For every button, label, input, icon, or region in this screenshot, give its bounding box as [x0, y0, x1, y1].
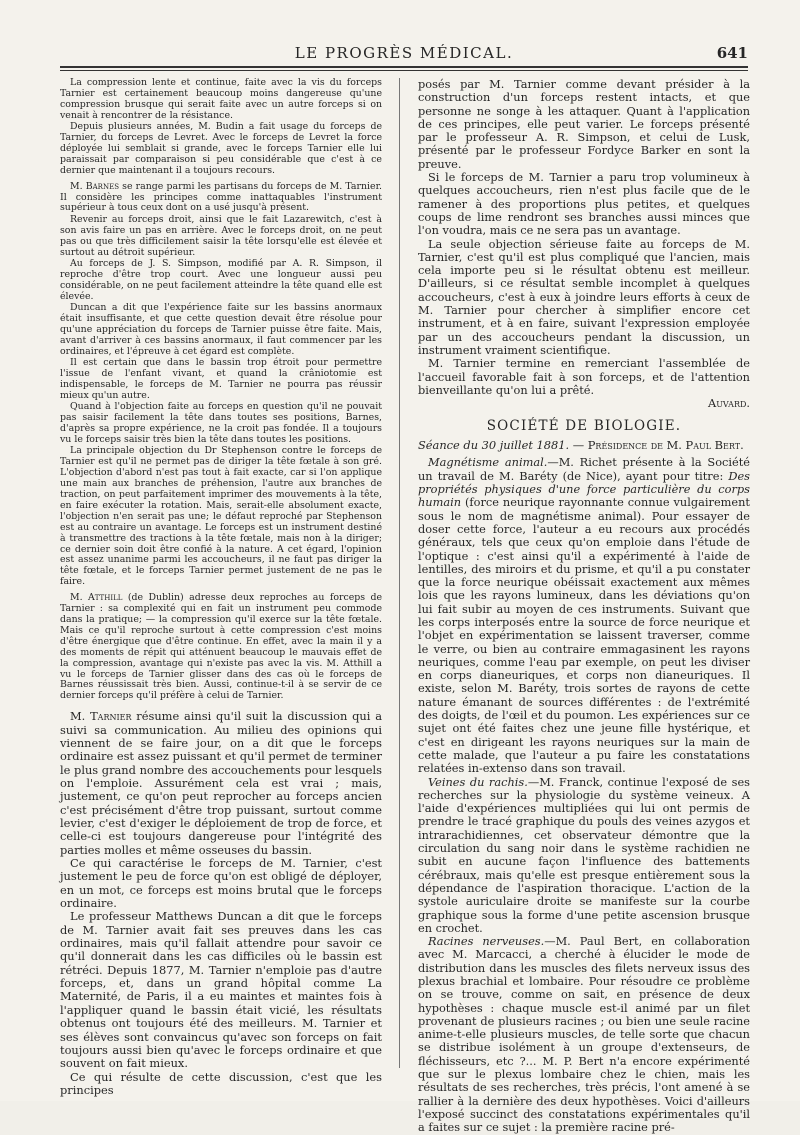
report-title: Magnétisme animal. — [428, 455, 548, 470]
paragraph — [418, 776, 750, 936]
speaker-name: M. Barnes — [70, 180, 119, 192]
paragraph — [418, 935, 750, 1134]
author-signature: Auvard. — [708, 396, 750, 411]
paragraph: posés par M. Tarnier comme devant présider à la construction d'un forceps restent intacts, et que personne ne songe à les attaquer. Quant à l'application de ces principes, elle peut varier. Le forceps présenté par le professeur A. R. Simpson, et celui de Lusk, présenté par le professeur Fordyce Barker en sont la preuve. — [418, 77, 750, 171]
paragraph: Si le forceps de M. Tarnier a paru trop volumineux à quelques accoucheurs, rien n'est plus facile que de le ramener à des proportions plus petites, et quelques coups de lime rendront ses branches aussi minces que l'on voudra, mais ce ne sera pas un avantage. — [418, 170, 750, 238]
column-divider — [399, 78, 400, 1068]
paragraph-text: —M. Richet présente à la Société un travail de M. Baréty (de Nice), ayant pour titre: — [418, 455, 750, 483]
paragraph — [60, 593, 382, 702]
paragraph-text: (force neurique rayonnante connue vulgairement sous le nom de magnétisme animal). Pour essayer de doser cette force, l'auteur a eu recours aux procédés généraux, tels que ceux qu'on emploie dans l'étude de l'optique : c'est ainsi qu'il a expérimenté à l'aide de lentilles, des miroirs et du prisme, et qu'il a pu constater que la force neurique obéissait exactement aux mêmes lois que les rayons lumineux, dans les déviations qu'on lui fait subir au moyen de ces instruments. Suivant que les corps interposés entre la source de force neurique et l'objet en expérimentation se laissent traverser, comme le verre, ou bien au contraire emmagasinent les rayons neuriques, comme l'eau par exemple, on peut les diviser en corps dianeuriques, et corps non dianeuriques. Il existe, selon M. Baréty, trois sortes de rayons de cette nature émanant de sources différentes : de l'extrémité des doigts, de l'œil et du poumon. Les expériences sur ce sujet ont été faites chez une jeune fille hystérique, et c'est en dirigeant les rayons neuriques sur la main de cette malade, que l'auteur a pu faire les constatations relatées in-extenso dans son travail. — [418, 495, 750, 776]
journal-title: LE PROGRÈS MÉDICAL. — [294, 44, 514, 62]
paragraph: Depuis plusieurs années, M. Budin a fait usage du forceps de Tarnier, du forceps de Levret. Avec le forceps de Levret la force déployée lui semblait si grande, avec le forceps Tarnier elle lui paraissait par comparaison si peu considérable que c'est à ce dernier que maintenant il a toujours recours. — [60, 121, 382, 176]
session-date: Séance du 30 juillet 1881. — [418, 438, 570, 453]
conclusion-continued — [418, 78, 750, 410]
paragraph-text: (de Dublin) adresse deux reproches au forceps de Tarnier : sa complexité qui en fait un instrument peu commode dans la pratique; — la compression qu'il exerce sur la tête fœtale. Mais ce qu'il reproche surtout à cette compression c'est moins d'être énergique que d'être continue. En effet, avec la main il y a des moments de répit qui atténuent beaucoup le mauvais effet de la compression, avantage qui n'existe pas avec la vis. M. Atthill a vu le forceps de Tarnier glisser dans des cas où le forceps de Barnes réussissait très bien. Aussi, continue-t-il à se servir de ce dernier forceps qu'il préfère à celui de Tarnier. — [60, 592, 383, 702]
report-title: Racines nerveuses. — [428, 934, 545, 949]
discussion-small-print — [60, 78, 382, 702]
running-header — [60, 44, 748, 66]
paragraph: La seule objection sérieuse faite au forceps de M. Tarnier, c'est qu'il est plus compliqué que l'ancien, mais cela importe peu si le résultat obtenu est meilleur. D'ailleurs, si ce résultat semble incomplet à quelques accoucheurs, c'est à eux à joindre leurs efforts à ceux de M. Tarnier pour chercher à simplifier encore cet instrument, et à en faire, suivant l'expression employée par un des accoucheurs pendant la discussion, un instrument vraiment scientifique. — [418, 236, 750, 357]
paragraph — [418, 456, 750, 775]
paragraph: M. Tarnier termine en remerciant l'assemblée de l'accueil favorable fait à son forceps, et de l'attention bienveillante qu'on lui a prêté. — [418, 356, 750, 397]
speaker-name: M. Atthill — [70, 592, 123, 604]
right-column — [418, 77, 751, 1135]
paragraph-text: résume ainsi qu'il suit la discussion qui a suivi sa communication. Au milieu des opinions qui viennent de se faire jour, on a dit que le forceps ordinaire est assez puissant et qu'il permet de terminer le plus grand nombre des accouchements pour lesquels on l'emploie. Assurément cela est vrai ; mais, justement, ce qu'on peut reprocher au forceps ancien c'est précisément d'être trop puissant, surtout comme levier, c'est d'exiger le déploiement de trop de force, et celle-ci est toujours dangereuse pour l'intégrité des parties molles et même osseuses du bassin. — [60, 709, 382, 857]
paragraph-text: —M. Franck, continue l'exposé de ses recherches sur la physiologie du système veineux. A l'aide d'expériences multipliées qui lui ont permis de prendre le tracé graphique du pouls des veines azygos et intrarachidiennes, cet observateur démontre que la circulation du sang noir dans le système rachidien ne subit en aucune façon l'influence des battements cérébraux, mais qu'elle est presque entièrement sous la dépendance de l'aspiration thoracique. L'action de la systole auriculaire droite se manifeste sur la courbe graphique sous la forme d'une petite ascension brusque en crochet. — [418, 774, 751, 935]
paragraph: Quand à l'objection faite au forceps en question qu'il ne pouvait pas saisir facilement la tête dans toutes ses positions, Barnes, d'après sa propre expérience, ne la croit pas fondée. Il a toujours vu le forceps saisir très bien la tête dans toutes les positions. — [60, 401, 382, 445]
paragraph-text: —M. Paul Bert, en collaboration avec M. Marcacci, a cherché à élucider le mode de distribution dans les muscles des filets nerveux issus des plexus brachial et lombaire. Pour résoudre ce problème on se trouve, comme on sait, en présence de deux hypothèses : chaque muscle est-il animé par un filet provenant de plusieurs racines ; ou bien une seule racine anime-t-elle plusieurs muscles, de telle sorte que chacun se distribue isolément à un groupe d'extenseurs, de fléchisseurs, etc ?... M. P. Bert n'a encore expérimenté que sur le plexus lombaire chez le chien, mais les résultats de ses recherches, très précis, l'ont amené à se rallier à la dernière des deux hypothèses. Voici d'ailleurs l'exposé succinct des constatations expérimentales qu'il a faites sur ce sujet : la première racine pré- — [418, 934, 751, 1135]
page-number: 641 — [716, 44, 748, 62]
paragraph: Il est certain que dans le bassin trop étroit pour permettre l'issue de l'enfant vivant, et quand la crâniotomie est indispensable, le forceps de M. Tarnier ne pourra pas réussir mieux qu'un autre. — [60, 357, 382, 401]
report-title: Veines du rachis. — [428, 774, 528, 789]
speaker-name: M. Tarnier — [70, 709, 132, 724]
paragraph: Au forceps de J. S. Simpson, modifié par A. R. Simpson, il reproche d'être trop court. Avec une longueur aussi peu considérable, on ne peut facilement atteindre la tête quand elle est élevée. — [60, 258, 382, 302]
paragraph — [60, 182, 382, 215]
paragraph — [60, 710, 382, 857]
header-rule-thin — [60, 70, 748, 71]
session-line — [418, 438, 750, 452]
section-heading: SOCIÉTÉ DE BIOLOGIE. — [486, 418, 682, 435]
left-column — [60, 77, 383, 1097]
work-title: Des propriétés physiques d'une force particulière du corps humain — [418, 468, 750, 510]
paragraph: Duncan a dit que l'expérience faite sur les bassins anormaux était insuffisante, et que cette question devait être résolue pour qu'une appréciation du forceps de Tarnier puisse être faite. Mais, avant d'arriver à ces bassins anormaux, il faut commencer par les ordinaires, et l'épreuve à cet égard est complète. — [60, 302, 382, 357]
paragraph: La compression lente et continue, faite avec la vis du forceps Tarnier est certainement beaucoup moins dangereuse qu'une compression brusque qui serait faite avec un autre forceps si on venait à rencontrer de la résistance. — [60, 77, 382, 121]
conclusion-large-print — [60, 710, 382, 1097]
paragraph: Revenir au forceps droit, ainsi que le fait Lazarewitch, c'est à son avis faire un pas en arrière. Avec le forceps droit, on ne peut pas ou que très difficilement saisir la tête lorsqu'elle est élevée et surtout au détroit supérieur. — [60, 213, 382, 258]
header-rule — [60, 66, 748, 68]
paragraph: La principale objection du Dr Stephenson contre le forceps de Tarnier est qu'il ne permet pas de diriger la tête fœtale à son gré. L'objection d'abord n'est pas tout à fait exacte, car si l'on applique une main aux branches de préhension, l'autre aux branches de traction, on peut parfaitement imprimer des mouvements à la tête, en faire exécuter la rotation. Mais, serait-elle absolument exacte, l'objection n'en serait pas une; le défaut reproché par Stephenson est au contraire un avantage. Le forceps est un instrument destiné à transmettre des tractions à la tête fœtale, mais non à la diriger; ce dernier soin doit être confié à la nature. A cet égard, l'opinion est assez unanime parmi les accoucheurs, il ne faut pas diriger la tête fœtale, et le forceps Tarnier permet justement de ne pas le faire. — [60, 445, 382, 588]
paragraph: Le professeur Matthews Duncan a dit que le forceps de M. Tarnier avait fait ses preuves dans les cas ordinaires, mais qu'il fallait attendre pour savoir ce qu'il donnerait dans les cas difficiles où le bassin est rétréci. Depuis 1877, M. Tarnier n'emploie pas d'autre forceps, et, dans un grand hôpital comme La Maternité, de Paris, il a eu maintes et maintes fois à l'appliquer quand le bassin était vicié, les résultats obtenus ont toujours été des meilleurs. M. Tarnier et ses élèves sont convaincus qu'avec son forceps on fait toujours aussi bien qu'avec le forceps ordinaire et que souvent on fait mieux. — [60, 909, 382, 1071]
society-reports — [418, 456, 750, 1134]
paragraph-text: se range parmi les partisans du forceps de M. Tarnier. Il considère les principes comme inattaquables l'instrument supérieur à tous ceux dont on a usé jusqu'à présent. — [60, 180, 382, 214]
session-presidency: — Présidence de M. Paul Bert. — [572, 438, 744, 453]
paragraph: Ce qui résulte de cette discussion, c'est que les principes — [60, 1069, 382, 1097]
paragraph: Ce qui caractérise le forceps de M. Tarnier, c'est justement le peu de force qu'on est obligé de déployer, en un mot, ce forceps est moins brutal que le forceps ordinaire. — [60, 856, 382, 911]
